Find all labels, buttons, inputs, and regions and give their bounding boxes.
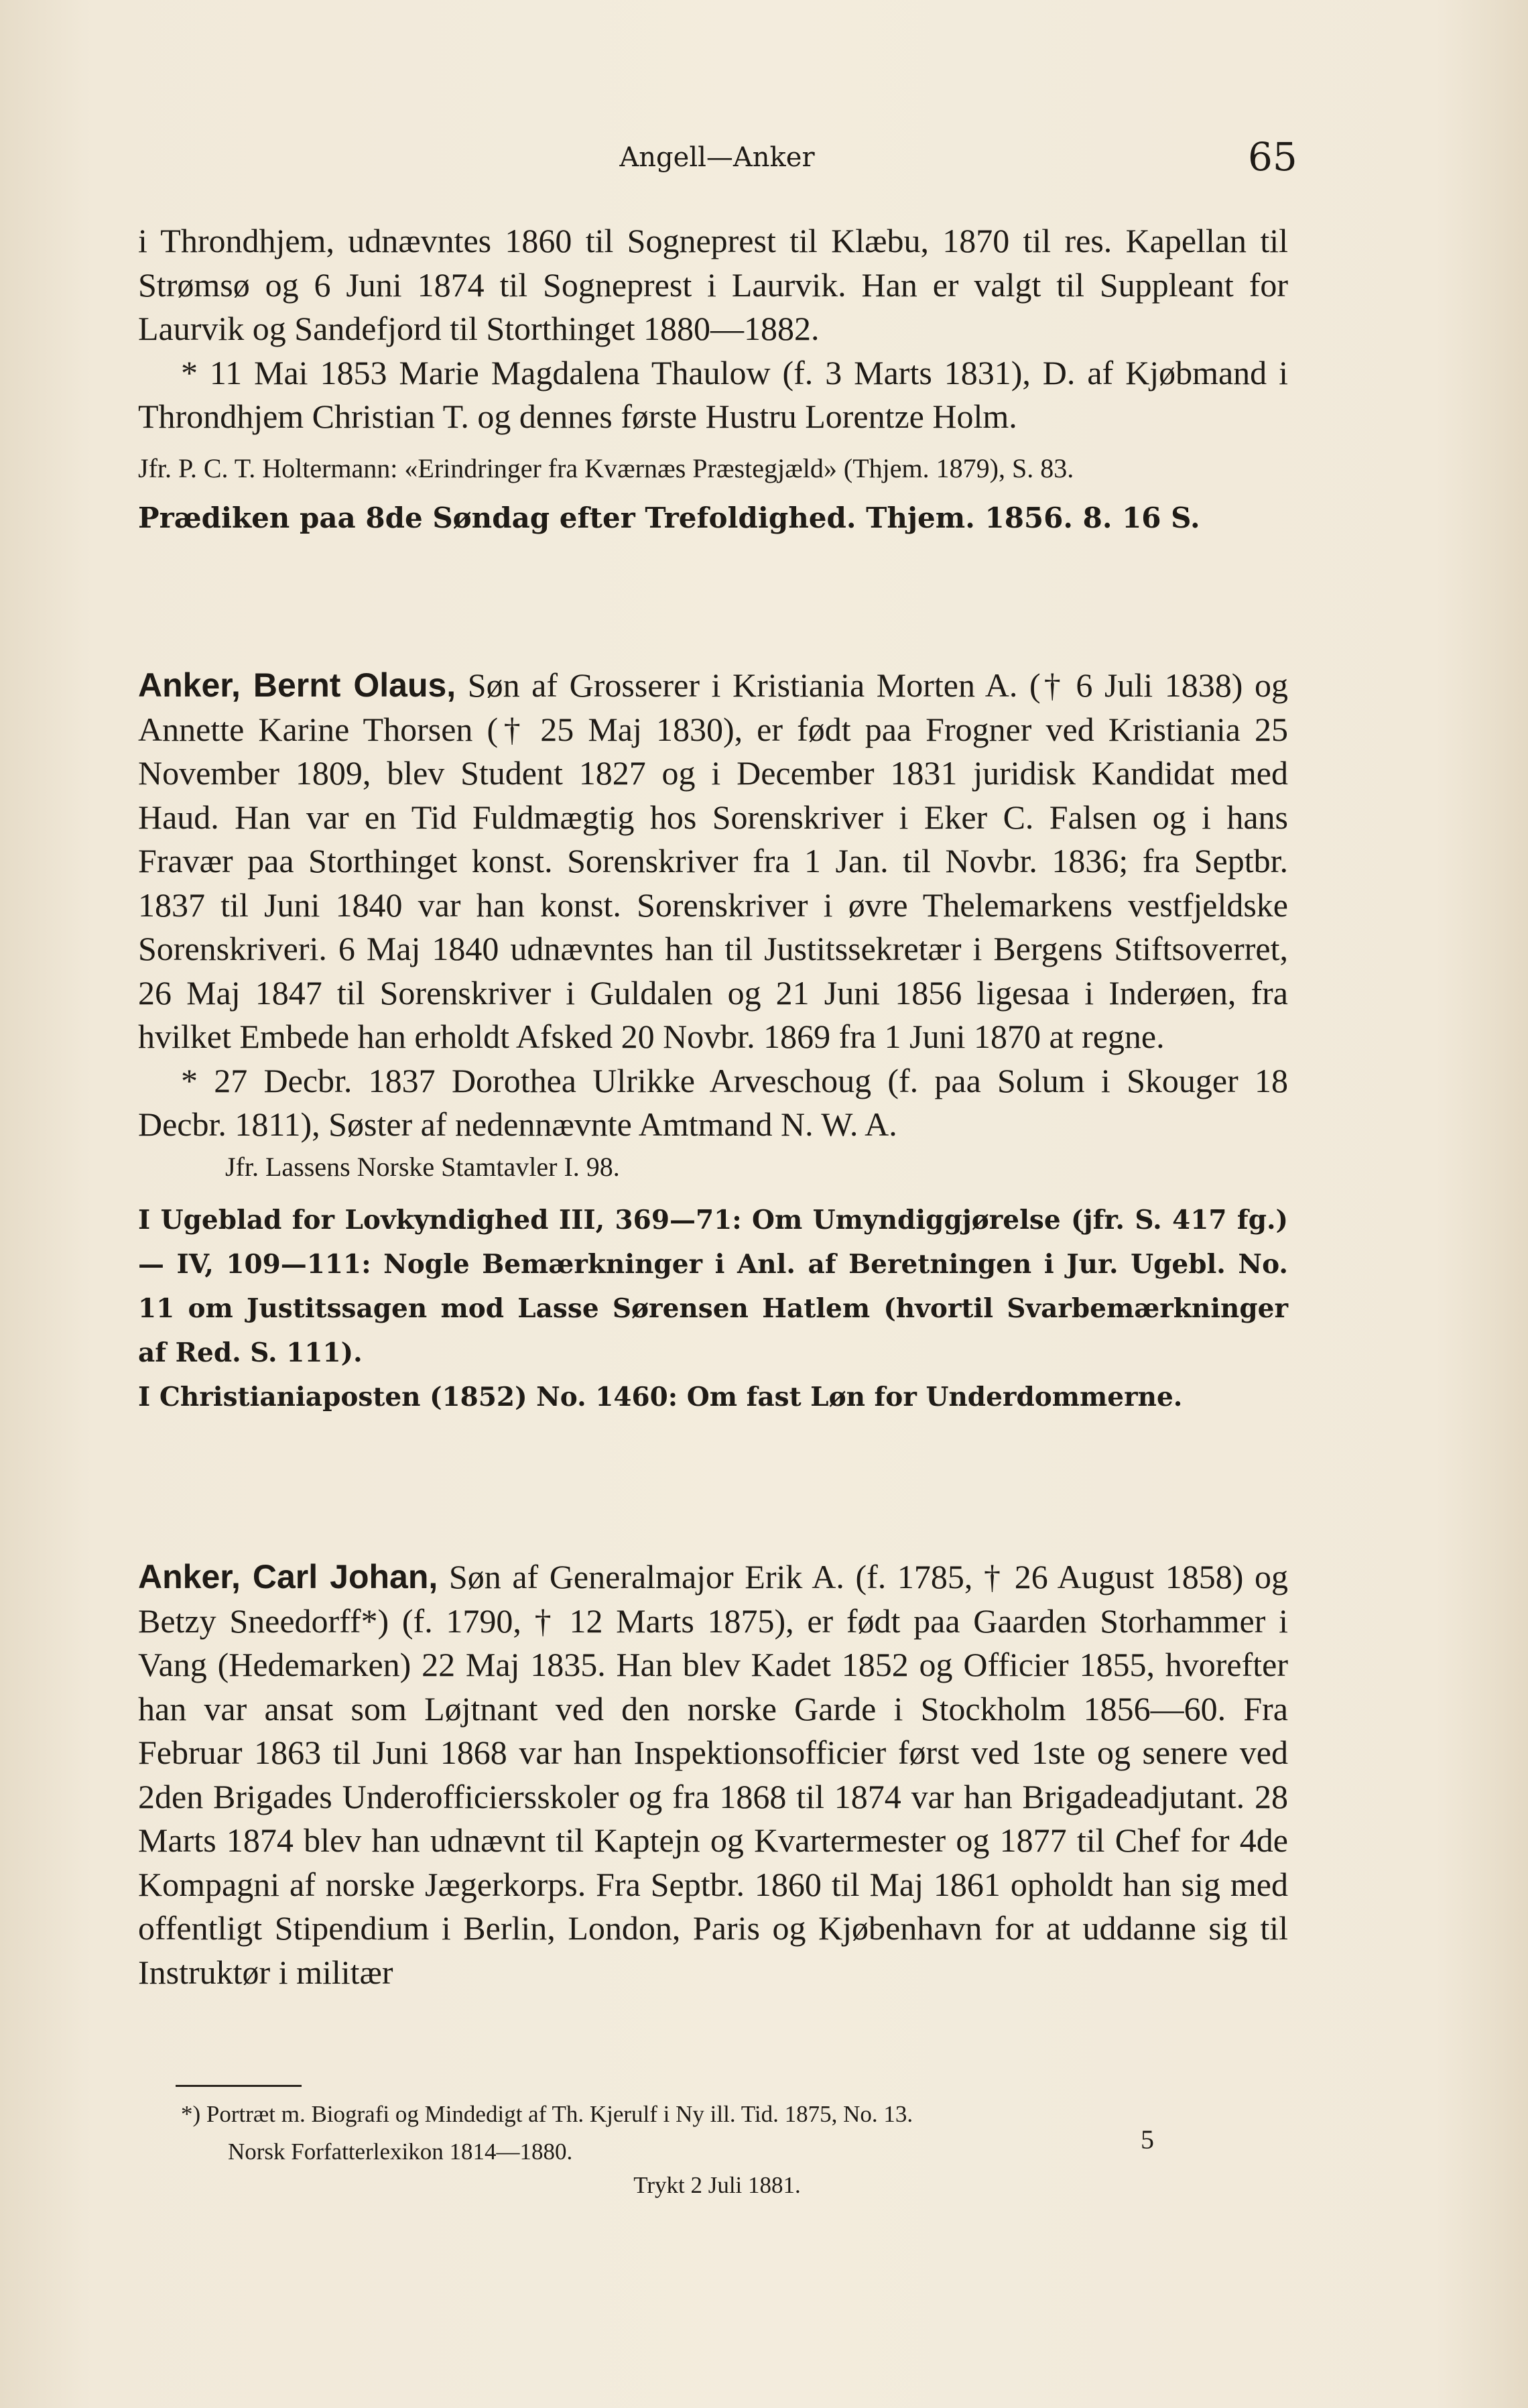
bernt-body xyxy=(138,664,1288,1059)
carl-anker-entry xyxy=(138,1555,1288,1994)
bernt-marriage: * 27 Decbr. 1837 Dorothea Ulrikke Arveschoug (f. paa Solum i Skouger 18 Decbr. 1811), Søster af nedennævnte Amtmand N. W. A. xyxy=(138,1061,1288,1143)
page-number: 65 xyxy=(1248,134,1297,180)
bernt-work-christianiaposten: I Christianiaposten (1852) No. 1460: Om fast Løn for Underdommerne. xyxy=(138,1381,1183,1412)
printed-date: Trykt 2 Juli 1881. xyxy=(633,2172,801,2198)
carl-body xyxy=(138,1555,1288,1994)
footnote-rule xyxy=(176,2085,302,2087)
bernt-anker-entry xyxy=(138,664,1288,1419)
collection-title: Norsk Forfatterlexikon 1814—1880. xyxy=(228,2139,573,2165)
angell-career: i Throndhjem, udnævntes 1860 til Sogneprest til Klæbu, 1870 til res. Kapellan til Strømsø og 6 Juni 1874 til Sogneprest i Laurvik. Han er valgt til Suppleant for Laurvik og Sandefjord til Storthinget 1880—1882. xyxy=(138,222,1288,347)
angell-work: Prædiken paa 8de Søndag efter Trefoldighed. Thjem. 1856. 8. 16 S. xyxy=(138,501,1200,534)
bernt-headword: Anker, Bernt Olaus, xyxy=(138,666,456,704)
carl-headword: Anker, Carl Johan, xyxy=(138,1558,438,1596)
running-head: Angell—Anker xyxy=(619,142,815,173)
bernt-work-ugeblad: I Ugeblad for Lovkyndighed III, 369—71: Om Umyndiggjørelse (jfr. S. 417 fg.) — IV, 109—111: Nogle Bemærkninger i Anl. af Beretningen i Jur. Ugebl. No. 11 om Justitssagen mod Lasse Sørensen Hatlem (hvortil Svarbemærkninger af Red. S. 111). xyxy=(138,1204,1288,1368)
signature-mark: 5 xyxy=(1141,2124,1154,2155)
footnote: *) Portræt m. Biografi og Mindedigt af Th. Kjerulf i Ny ill. Tid. 1875, No. 13. xyxy=(181,2101,913,2127)
angell-reference: Jfr. P. C. T. Holtermann: «Erindringer fra Kværnæs Præstegjæld» (Thjem. 1879), S. 83. xyxy=(138,453,1074,483)
bernt-reference: Jfr. Lassens Norske Stamtavler I. 98. xyxy=(225,1151,620,1182)
carl-biography: Søn af Generalmajor Erik A. (f. 1785, † 26 August 1858) og Betzy Sneedorff*) (f. 1790, † 12 Marts 1875), er født paa Gaarden Storhammer i Vang (Hedemarken) 22 Maj 1835. Han blev Kadet 1852 og Officier 1855, hvorefter han var ansat som Løjtnant ved den norske Garde i Stockholm 1856—60. Fra Februar 1863 til Juni 1868 var han Inspektionsofficier først ved 1ste og senere ved 2den Brigades Underofficiersskoler og fra 1868 til 1874 var han Brigadeadjutant. 28 Marts 1874 blev han udnævnt til Kaptejn og Kvartermester og 1877 til Chef for 4de Kompagni af norske Jægerkorps. Fra Septbr. 1860 til Maj 1861 opholdt han sig med offentligt Stipendium i Berlin, London, Paris og Kjøbenhavn for at uddanne sig til Instruktør i militær xyxy=(138,1558,1288,1991)
angell-marriage: * 11 Mai 1853 Marie Magdalena Thaulow (f. 3 Marts 1831), D. af Kjøbmand i Throndhjem Christian T. og dennes første Hustru Lorentze Holm. xyxy=(138,353,1288,435)
bernt-biography: Søn af Grosserer i Kristiania Morten A. († 6 Juli 1838) og Annette Karine Thorsen († 25 Maj 1830), er født paa Frogner ved Kristiania 25 November 1809, blev Student 1827 og i December 1831 juridisk Kandidat med Haud. Han var en Tid Fuldmægtig hos Sorenskriver i Eker C. Falsen og i hans Fravær paa Storthinget konst. Sorenskriver fra 1 Jan. til Novbr. 1836; fra Septbr. 1837 til Juni 1840 var han konst. Sorenskriver i øvre Thelemarkens vestfjeldske Sorenskriveri. 6 Maj 1840 udnævntes han til Justitssekretær i Bergens Stiftsoverret, 26 Maj 1847 til Sorenskriver i Guldalen og 21 Juni 1856 ligesaa i Inderøen, fra hvilket Embede han erholdt Afsked 20 Novbr. 1869 fra 1 Juni 1870 at regne. xyxy=(138,666,1289,1055)
angell-entry-continuation xyxy=(138,219,1288,540)
